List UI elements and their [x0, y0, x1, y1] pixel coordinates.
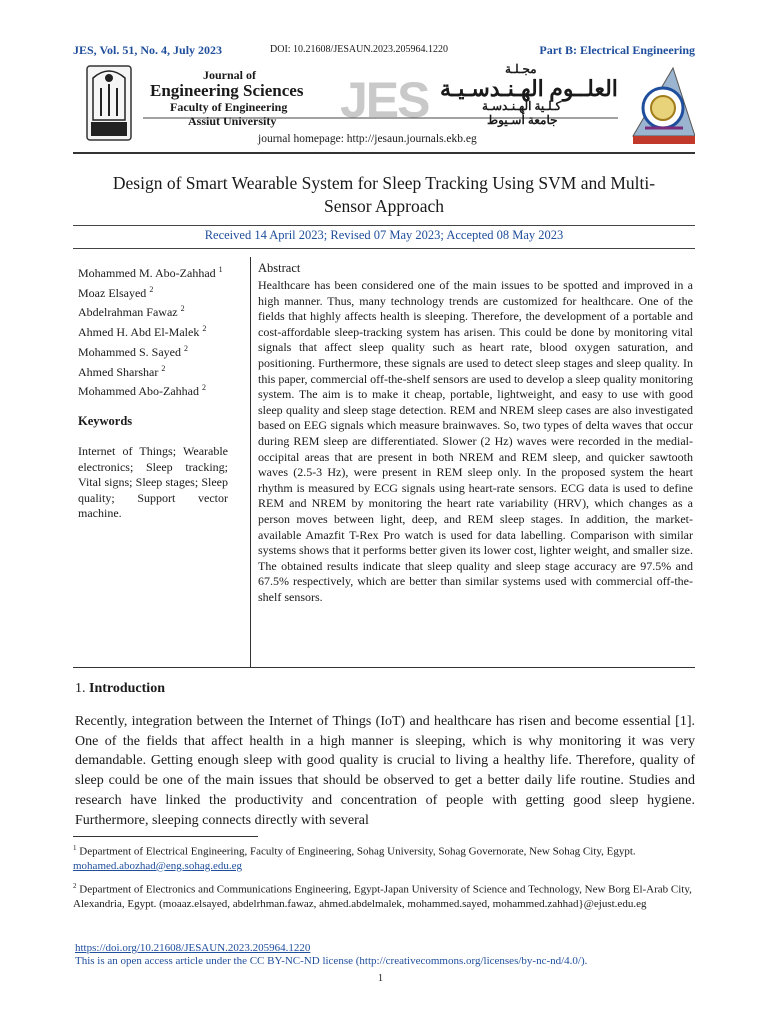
journal-issue: JES, Vol. 51, No. 4, July 2023	[73, 43, 223, 57]
author: Moaz Elsayed $^2$	[78, 284, 154, 300]
divider	[73, 225, 695, 226]
page-number: 1	[378, 973, 383, 984]
divider	[73, 667, 695, 668]
section-heading	[75, 681, 165, 697]
author: Mohammed Abo-Zahhad $^2$	[78, 383, 206, 399]
author: Ahmed Sharshar $^2$	[78, 363, 166, 379]
keywords-heading: Keywords	[78, 414, 133, 428]
author: Abdelrahman Fawaz $^2$	[78, 304, 185, 320]
paper-title	[80, 172, 688, 218]
assiut-university-logo	[87, 66, 131, 140]
divider	[73, 248, 695, 249]
faculty-emblem	[633, 68, 695, 144]
author: Ahmed H. Abd El-Malek $^2$	[78, 324, 207, 340]
paper-title-line-2: Sensor Approach	[323, 196, 445, 216]
license-notice: This is an open access article under the CC BY-NC-ND license (http://creativecommons.org/licenses/by-nc-nd/4.0/).	[75, 955, 588, 967]
doi-link[interactable]: https://doi.org/10.21608/JESAUN.2023.205964.1220	[75, 942, 311, 954]
university-name: Assiut University	[188, 114, 277, 128]
footnote-2: $^2$ Department of Electronics and Communications Engineering, Egypt-Japan University of Science and Technology, New Borg El-Arab City, Alexandria, Egypt. (moaaz.elsayed, abdelrhman.fawaz, ahmed.abdelmalek, mohammed.sayed, mohammed.zahhad}@ejust.edu.eg	[73, 882, 692, 910]
introduction-text: Recently, integration between the Internet of Things (IoT) and healthcare has risen and become essential [1]. One of the fields that affect health in a high manner is sleeping, which is why monitoring it was very demandable. Getting enough sleep with good quality is crucial to living a healthy life. Therefore, quality of sleep could be one of the main issues that should be observed to get a better daily life routine. Studies and research have linked the productivity and concentration of people with getting good sleep hygiene. Furthermore, sleeping connects directly with several	[75, 714, 695, 828]
journal-of-label: Journal of	[203, 68, 257, 82]
arabic-majalla: مجـلـة	[505, 62, 537, 76]
arabic-faculty: كـلـية الهـنـدسـة	[482, 99, 562, 113]
arabic-journal-title: العلــوم الهـنـدسـيـة	[440, 76, 618, 101]
author-list	[78, 262, 223, 400]
journal-part: Part B: Electrical Engineering	[539, 43, 695, 57]
footnote-rule	[73, 836, 258, 837]
abstract-text: Healthcare has been considered one of the main issues to be spotted and improved in a high manner. Thus, many technology trends are customized for healthcare. One of the fields that highly affects health is sleeping. Therefore, the development of a portable and cost-affordable sleep-tracking system has arisen. This could be done by monitoring vital signals that affect sleep quality such as heart rate, blood oxygen saturation, and positioning. Furthermore, these signals are used to detect sleep stages and sleep quality. In this paper, commercial off-the-shelf sensors are used to develop a sleep quality monitoring system. The aim is to make it cheap, portable, lightweight, and easy to use with good sleep quality and sleep stage detection. REM and NREM sleep cases are also investigated based on EEG signals which measure brainwaves. So, two types of delta waves that occur during REM sleep are differentiated. Slower (2 Hz) waves were recorded in the medial-occipital areas that are present in both NREM and REM sleep, and quicker sawtooth waves (2.5-3 Hz), were present in REM sleep only. In the proposed system the heart rhythm is measured by ECG signals using heart-rate sensors. ECG data is used to define REM and NREM by monitoring the heart rate variability (HRV), which changes as a person moves between light, deep, and REM sleep stages. In addition, the market-available Amazfit T-Rex Pro watch is used for data labelling. Comparison with similar systems shows that it performs better given its lower cost, lighter weight, and smaller size. The obtained results indicate that sleep quality and sleep stage accuracy are 97.5% and 67.5% respectively, which are better than similar systems used with commercial off-the-shelf sensors.	[258, 278, 693, 604]
section-title: Introduction	[89, 681, 165, 696]
author-email-link[interactable]: mohamed.abozhad@eng.sohag.edu.eg	[73, 859, 242, 872]
jes-watermark: JES	[340, 72, 429, 128]
keywords-text: Internet of Things; Wearable electronics; Sleep tracking; Vital signs; Sleep stages; Sleep quality; Support vector machine.	[78, 444, 228, 520]
column-divider	[250, 257, 251, 667]
author: Mohammed M. Abo-Zahhad $^1$	[78, 265, 223, 280]
faculty-name: Faculty of Engineering	[170, 100, 288, 114]
abstract-heading: Abstract	[258, 261, 301, 275]
banner-divider	[73, 152, 695, 154]
author: Mohammed S. Sayed $^2$	[78, 343, 188, 359]
received-dates: Received 14 April 2023; Revised 07 May 2023; Accepted 08 May 2023	[204, 228, 564, 242]
journal-homepage: journal homepage: http://jesaun.journals.ekb.eg	[258, 133, 477, 145]
footnote-1: $^1$ Department of Electrical Engineering, Faculty of Engineering, Sohag University, Sohag Governorate, New Sohag City, Egypt. mohamed.abozhad@eng.sohag.edu.eg	[73, 844, 636, 872]
section-number: 1.	[75, 681, 86, 696]
journal-name: Engineering Sciences	[150, 81, 304, 100]
arabic-university: جامعة أسـيوط	[487, 113, 558, 127]
header-doi: DOI: 10.21608/JESAUN.2023.205964.1220	[270, 44, 449, 55]
paper-title-line-1: Design of Smart Wearable System for Sleep Tracking Using SVM and Multi-	[112, 173, 656, 193]
